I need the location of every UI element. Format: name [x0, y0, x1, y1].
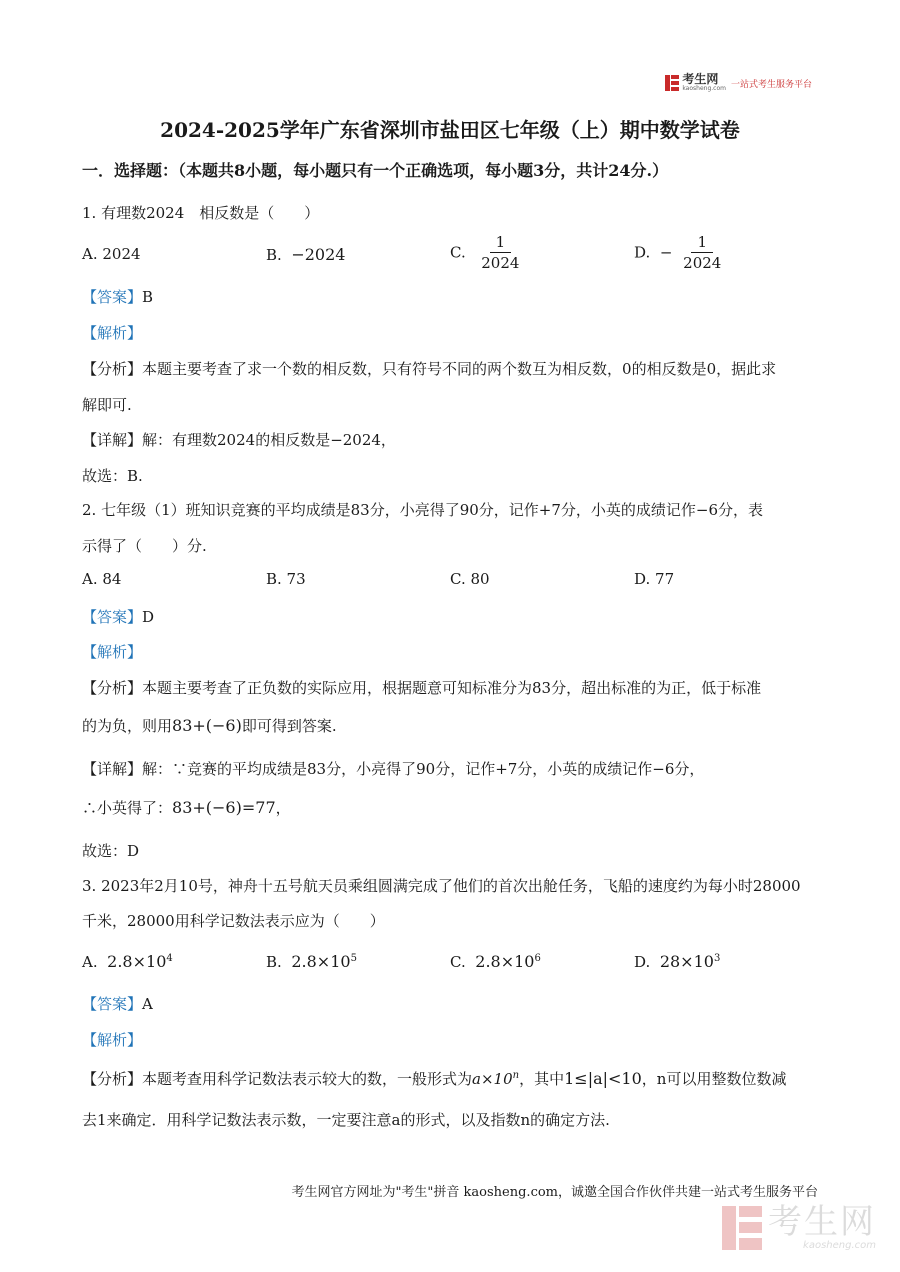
q1-fenxi — [82, 358, 776, 379]
exponent: 3 — [713, 953, 721, 964]
numerator: 1 — [691, 232, 713, 253]
fenxi-text: 的为负，则用 — [82, 717, 173, 735]
footer-text: 考生网官方网址为"考生"拼音 kaosheng.com，诚邀全国合作伙伴共建一站式考生服务平台 — [291, 1185, 818, 1200]
answer-value: B — [142, 288, 154, 306]
option-value: 2.8×10 — [475, 952, 535, 971]
section-heading: 一．选择题：（本题共8小题，每小题只有一个正确选项，每小题3分，共计24分.） — [82, 161, 669, 180]
answer-value: A — [142, 995, 153, 1013]
watermark-logo-icon — [722, 1206, 762, 1250]
q2-answer — [82, 606, 154, 627]
fenxi-text: ，n可以用整数位数减 — [641, 1070, 787, 1088]
q1-option-b — [266, 245, 345, 264]
fenxi-text: 本题主要考查了正负数的实际应用，根据题意可知标准分为83分，超出标准的为正，低于标准 — [142, 679, 762, 697]
answer-value: D — [142, 608, 155, 626]
option-letter: C. — [450, 243, 466, 262]
q1-option-a: A. 2024 — [82, 245, 141, 263]
q2-fenxi-cont — [82, 715, 337, 736]
page-title: 2024-2025学年广东省深圳市盐田区七年级（上）期中数学试卷 — [160, 118, 740, 142]
q2-fenxi — [82, 677, 761, 698]
answer-tag: 【答案】 — [82, 608, 143, 626]
fenxi-text: 本题主要考查了求一个数的相反数，只有符号不同的两个数互为相反数，0的相反数是0，据此求 — [142, 360, 777, 378]
option-value: 28×10 — [659, 952, 714, 971]
math-expression: a×10 — [472, 1070, 513, 1088]
q2-option-b: B. 73 — [266, 570, 306, 588]
q2-option-d: D. 77 — [634, 570, 675, 588]
watermark-domain: kaosheng.com — [803, 1240, 876, 1251]
q2-option-a: A. 84 — [82, 570, 122, 588]
denominator: 2024 — [683, 254, 722, 272]
answer-tag: 【答案】 — [82, 995, 143, 1013]
math-expression: 83+(−6)=77 — [172, 798, 276, 817]
q2-xiangjie — [82, 758, 704, 779]
logo-text-block — [682, 74, 726, 92]
q2-option-c: C. 80 — [450, 570, 490, 588]
logo-domain: kaosheng.com — [682, 85, 726, 92]
watermark-brand: 考生网 — [768, 1202, 876, 1242]
q2-therefore — [82, 797, 291, 818]
option-letter: B. — [266, 246, 282, 264]
fenxi-tag: 【分析】 — [82, 1070, 143, 1088]
q1-xiangjie — [82, 429, 396, 450]
fenxi-tag: 【分析】 — [82, 679, 143, 697]
kaosheng-logo-icon — [665, 75, 679, 91]
q3-option-b — [266, 952, 357, 971]
header-logo — [665, 74, 812, 92]
q3-fenxi — [82, 1068, 786, 1089]
q1-option-d — [634, 232, 727, 273]
denominator: 2024 — [481, 254, 520, 272]
therefore-text: ∴小英得了： — [82, 799, 173, 817]
xiangjie-tag: 【详解】 — [82, 760, 143, 778]
fenxi-text: 本题考查用科学记数法表示较大的数，一般形式为 — [142, 1070, 473, 1088]
q3-answer — [82, 993, 153, 1014]
q1-conclusion: 故选：B. — [82, 467, 143, 485]
q3-option-c — [450, 952, 541, 971]
q2-stem-cont: 示得了（ ）分. — [82, 537, 207, 555]
q3-analysis-tag: 【解析】 — [82, 1031, 143, 1049]
fenxi-text: ，其中 — [519, 1070, 565, 1088]
fraction — [677, 232, 727, 273]
option-value: 2.8×10 — [107, 952, 167, 971]
xiangjie-text: 解：∵竞赛的平均成绩是83分，小亮得了90分，记作+7分，小英的成绩记作−6分， — [142, 760, 705, 778]
exponent: 6 — [534, 953, 541, 964]
q3-option-d — [634, 952, 720, 971]
q1-analysis-tag: 【解析】 — [82, 324, 143, 342]
logo-brand: 考生网 — [682, 72, 719, 86]
q3-option-a — [82, 952, 173, 971]
q1-answer — [82, 286, 153, 307]
q2-conclusion: 故选：D — [82, 842, 140, 860]
numerator: 1 — [490, 232, 512, 253]
watermark — [722, 1204, 876, 1251]
q1-option-c — [450, 232, 525, 273]
q3-stem-cont: 千米，28000用科学记数法表示应为（ ） — [82, 912, 385, 930]
logo-slogan: 一站式考生服务平台 — [730, 79, 812, 90]
punctuation: ， — [275, 799, 291, 817]
exponent: 5 — [350, 953, 357, 964]
option-letter: D. — [634, 953, 651, 971]
option-letter: D. — [634, 243, 651, 262]
option-letter: A. — [82, 953, 98, 971]
answer-tag: 【答案】 — [82, 288, 143, 306]
fenxi-text: 即可得到答案. — [241, 717, 337, 735]
q3-stem: 3. 2023年2月10号，神舟十五号航天员乘组圆满完成了他们的首次出舱任务，飞船的速度约为每小时28000 — [82, 877, 801, 895]
q1-fenxi-cont: 解即可. — [82, 396, 132, 414]
xiangjie-tag: 【详解】 — [82, 431, 143, 449]
option-letter: C. — [450, 953, 466, 971]
xiangjie-text: 解：有理数2024的相反数是−2024， — [142, 431, 396, 449]
fraction — [475, 232, 525, 273]
exponent: n — [512, 1070, 520, 1081]
watermark-text — [768, 1204, 876, 1251]
q2-analysis-tag: 【解析】 — [82, 643, 143, 661]
minus-sign: − — [659, 243, 673, 262]
option-value: 2.8×10 — [291, 952, 351, 971]
fenxi-tag: 【分析】 — [82, 360, 143, 378]
q3-fenxi-cont: 去1来确定．用科学记数法表示数，一定要注意a的形式，以及指数n的确定方法. — [82, 1111, 610, 1129]
option-value: −2024 — [291, 245, 346, 264]
q1-stem: 1. 有理数2024 相反数是（ ） — [82, 204, 320, 222]
option-letter: B. — [266, 953, 282, 971]
exponent: 4 — [166, 953, 173, 964]
q2-stem: 2. 七年级（1）班知识竞赛的平均成绩是83分，小亮得了90分，记作+7分，小英的成绩记作−6分，表 — [82, 501, 764, 519]
math-expression: 1≤|a|<10 — [564, 1069, 642, 1088]
math-expression: 83+(−6) — [172, 716, 242, 735]
